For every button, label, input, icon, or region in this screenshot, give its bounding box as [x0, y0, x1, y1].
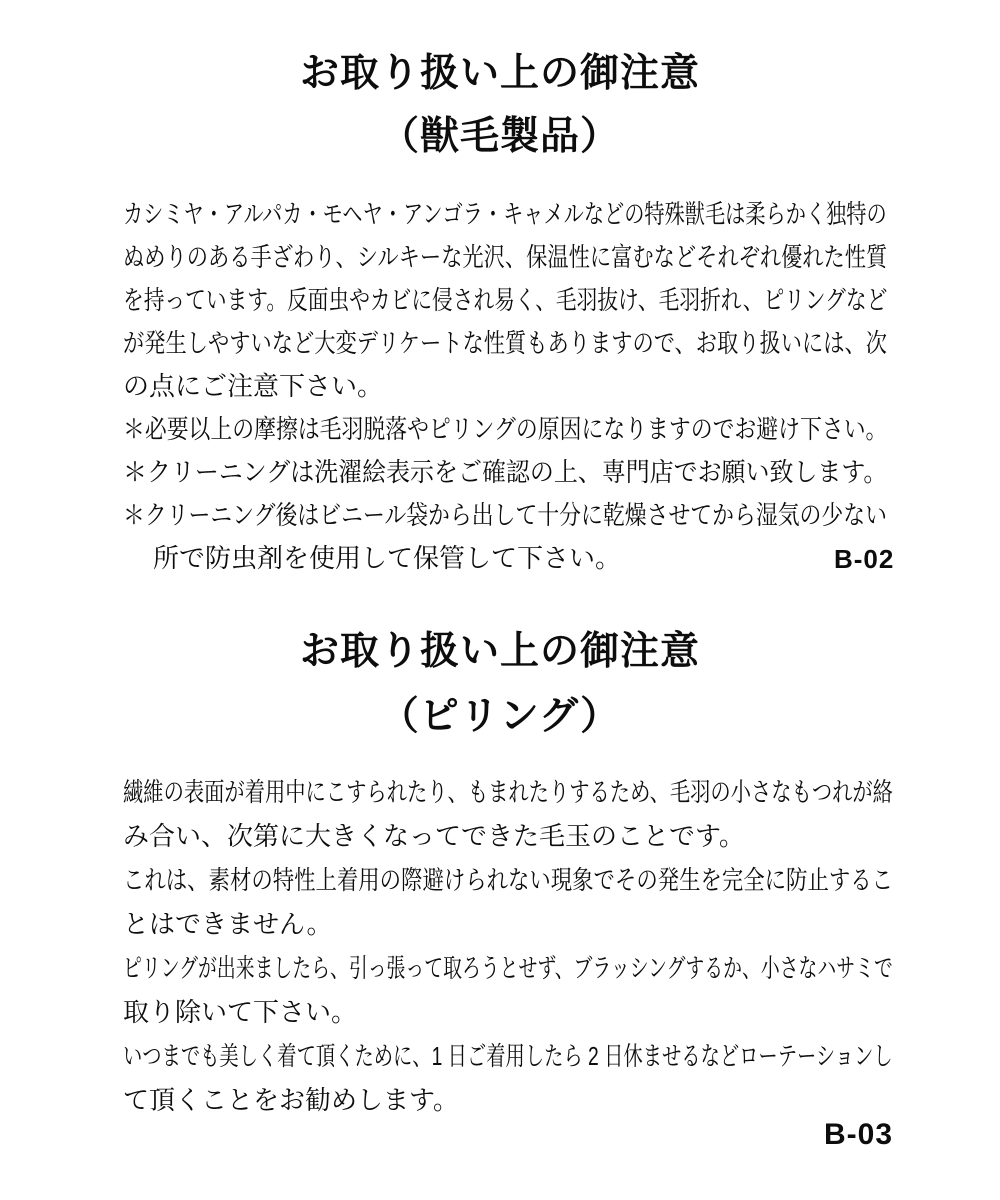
body-line: ピリングが出来ましたら、引っ張って取ろうとせず、ブラッシングするか、小さなハサミで — [123, 953, 893, 983]
section1-title: お取り扱い上の御注意 — [299, 52, 700, 95]
page-code-b03: B-03 — [824, 1118, 894, 1151]
note-line: ＊クリーニング後はビニール袋から出して十分に乾燥させてから湿気の少ない — [123, 500, 887, 530]
section2-body — [123, 770, 893, 1122]
note-line: ＊クリーニングは洗濯絵表示をご確認の上、専門店でお願い致します。 — [123, 457, 888, 487]
body-line: て頂くことをお勧めします。 — [123, 1085, 459, 1115]
body-line: カシミヤ・アルパカ・モヘヤ・アンゴラ・キャメルなどの特殊獣毛は柔らかく独特の — [123, 199, 887, 229]
body-line: の点にご注意下さい。 — [123, 371, 384, 401]
section1-body — [123, 193, 887, 580]
section1-subtitle: （獣毛製品） — [379, 115, 620, 158]
body-line: ぬめりのある手ざわり、シルキーな光沢、保温性に富むなどそれぞれ優れた性質 — [123, 242, 888, 272]
body-line: これは、素材の特性上着用の際避けられない現象でその発生を完全に防止するこ — [123, 865, 894, 895]
body-line: 取り除いて下さい。 — [123, 997, 358, 1027]
section2-subtitle: （ピリング） — [379, 695, 621, 738]
body-line: を持っています。反面虫やカビに侵され易く、毛羽抜け、毛羽折れ、ピリングなど — [123, 285, 888, 315]
body-line: いつまでも美しく着て頂くために、1 日ご着用したら 2 日休ませるなどローテーションし — [123, 1041, 893, 1071]
section2-title: お取り扱い上の御注意 — [299, 630, 700, 673]
note-line: ＊必要以上の摩擦は毛羽脱落やピリングの原因になりますのでお避け下さい。 — [123, 414, 888, 444]
body-line: 繊維の表面が着用中にこすられたり、もまれたりするため、毛羽の小さなもつれが絡 — [123, 777, 893, 807]
page-code-b02: B-02 — [834, 544, 895, 574]
body-line: が発生しやすいなど大変デリケートな性質もありますので、お取り扱いには、次 — [123, 328, 887, 358]
body-line: み合い、次第に大きくなってできた毛玉のことです。 — [123, 821, 745, 851]
note-line-continuation: 所で防虫剤を使用して保管して下さい。 — [153, 543, 622, 573]
body-line: とはできません。 — [123, 909, 333, 939]
